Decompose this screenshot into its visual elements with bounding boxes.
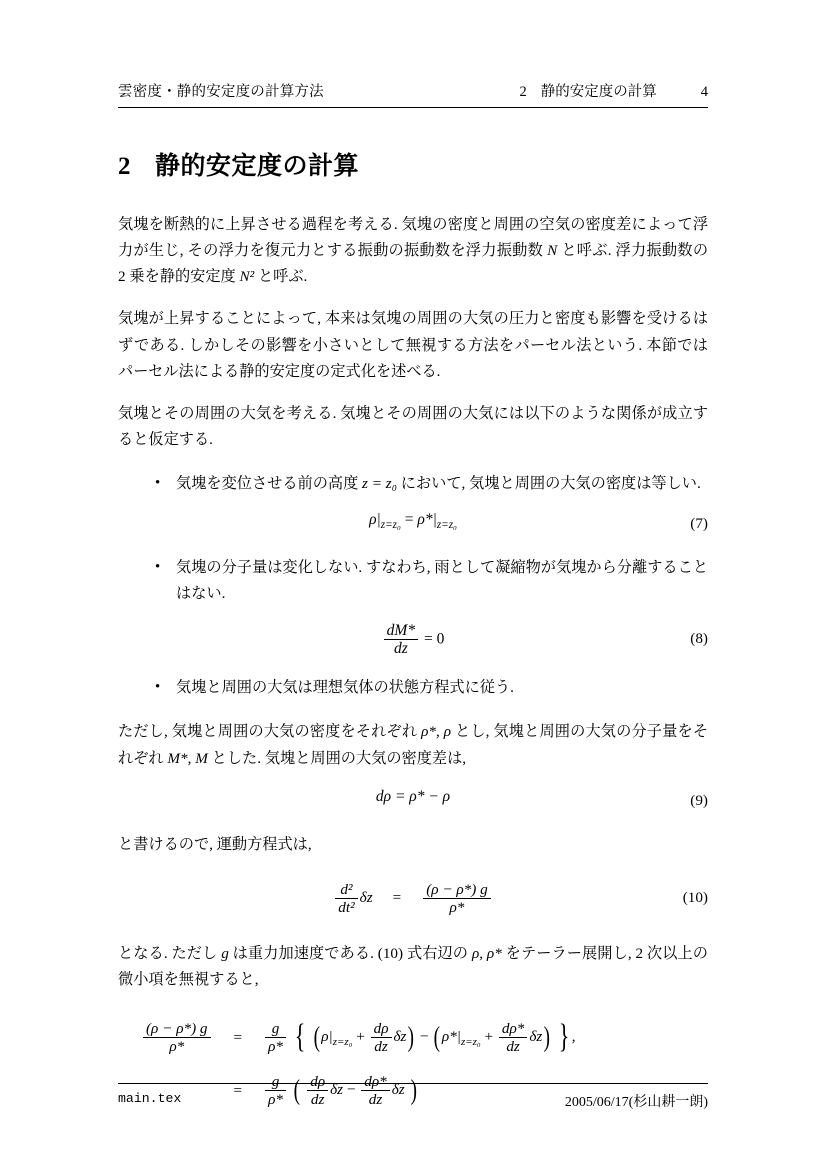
equation-7-lhs-sub: z=z₀ xyxy=(380,519,401,532)
footer-date-author: 2005/06/17(杉山耕一朗) xyxy=(564,1095,708,1110)
equation-8-row xyxy=(118,622,708,658)
equation-11-drho-dz-1 xyxy=(371,1020,392,1055)
left-paren-glyph-2: ( xyxy=(433,1021,441,1054)
symbol-g: g xyxy=(221,944,229,962)
equation-11-lhs-denominator: ρ* xyxy=(143,1037,211,1055)
list-item-text-a: 気塊の分子量は変化しない. すなわち, 雨として凝縮物が気塊から分離することはない. xyxy=(176,559,708,603)
section-heading-title: 静的安定度の計算 xyxy=(155,153,360,180)
equation-10-lhs-variable: δz xyxy=(359,888,373,906)
paragraph-1 xyxy=(118,212,708,290)
equation-11-plus: + xyxy=(356,1028,365,1046)
paragraph-1-part-b: と呼ぶ. 浮力振動数の 2 乗を静的安定度 xyxy=(118,242,709,286)
paragraph-5: と書けるので, 運動方程式は, xyxy=(118,835,312,853)
header-section-title: 静的安定度の計算 xyxy=(540,84,657,100)
equation-10-rhs xyxy=(417,874,497,923)
equation-10-relation: = xyxy=(392,889,402,907)
equation-10-tag: (10) xyxy=(682,889,708,907)
paragraph-3: 気塊とその周囲の大気を考える. 気塊とその周囲の大気には以下のような関係が成立すると仮定する. xyxy=(118,404,708,448)
right-paren-glyph-3: ) xyxy=(410,1074,417,1107)
equation-8-relation: = 0 xyxy=(423,629,445,647)
symbol-rho-pair: ρ, ρ* xyxy=(471,944,502,962)
paragraph-4 xyxy=(118,719,708,771)
running-header xyxy=(118,80,708,108)
equation-8-denominator: dz xyxy=(384,639,418,657)
equation-10-rhs-fraction xyxy=(423,881,491,916)
equation-11-plus-2: + xyxy=(484,1028,494,1046)
paragraph-1-part-a: 気塊を断熱的に上昇させる過程を考える. 気塊の密度と周囲の空気の密度差によって浮力が生じ, その浮力を復元力とする振動の振動数を浮力振動数 xyxy=(118,216,708,260)
equation-10-rhs-denominator: ρ* xyxy=(423,898,491,916)
symbol-M: M xyxy=(195,749,208,767)
equation-11-g-denominator-2: ρ* xyxy=(265,1090,286,1108)
equation-7-body xyxy=(118,511,708,531)
equation-11-delta-z-2: δz xyxy=(529,1028,543,1046)
page-footer xyxy=(118,1083,708,1111)
equation-11-comma: , xyxy=(571,1028,576,1046)
equation-11-lhs-fraction xyxy=(143,1020,211,1055)
equation-11-drho-den-1: dz xyxy=(371,1037,392,1055)
paragraph-6-part-a: となる. ただし xyxy=(118,944,222,962)
equation-11-minus: − xyxy=(419,1028,429,1046)
equation-8-numerator: dM* xyxy=(386,621,416,639)
paragraph-4-part-d: , xyxy=(187,749,196,767)
equation-11-inner-rho: ρ| xyxy=(321,1028,333,1046)
equation-11-delta-z-1: δz xyxy=(393,1028,407,1046)
symbol-N-squared: N² xyxy=(239,268,255,286)
paragraph-6-part-b: は重力加速度である. (10) 式右辺の xyxy=(228,944,472,962)
symbol-rho: ρ xyxy=(443,723,452,741)
paragraph-1-part-c: と呼ぶ. xyxy=(254,268,308,286)
equation-11-drhostar-num-1: dρ* xyxy=(501,1020,525,1038)
equation-11-drho-den-2: dz xyxy=(307,1090,328,1108)
assumption-list-3 xyxy=(118,675,708,701)
equation-10-lhs-fraction xyxy=(335,881,357,916)
footer-filename: main.tex xyxy=(118,1091,182,1106)
page-content xyxy=(118,80,708,1127)
paragraph-4-part-b: , xyxy=(436,723,444,741)
header-document-title: 雲密度・静的安定度の計算方法 xyxy=(118,84,324,100)
equation-11-g-denominator-1: ρ* xyxy=(265,1037,286,1055)
symbol-N: N xyxy=(547,242,558,260)
equation-11-drhostar-den-1: dz xyxy=(499,1037,527,1055)
equation-9-row xyxy=(118,788,708,814)
equation-10-row xyxy=(118,874,708,923)
paragraph-6-part-c: をテーラー展開し, 2 次以上の微小項を無視すると, xyxy=(118,944,708,988)
equation-11-line1-relation: = xyxy=(233,1028,243,1046)
paragraph-4-part-e: とした. 気塊と周囲の大気の密度差は, xyxy=(207,749,467,767)
equation-11-drhostar-den-2: dz xyxy=(361,1090,389,1108)
equation-9-tag: (9) xyxy=(690,791,708,809)
equation-10-body xyxy=(329,874,496,923)
right-paren-glyph-2: ) xyxy=(543,1021,551,1054)
list-item-text-b: において, 気塊と周囲の大気の密度は等しい. xyxy=(397,475,701,493)
list-item xyxy=(118,471,708,497)
equation-11-inner-rho-star-sub: z=z₀ xyxy=(460,1036,481,1049)
equation-9-body: dρ = ρ* − ρ xyxy=(375,787,451,805)
header-section-number: 2 xyxy=(519,84,527,100)
equation-7-tag: (7) xyxy=(690,515,708,533)
equation-10-lhs-denominator: dt² xyxy=(335,898,357,916)
paragraph-4-part-a: ただし, 気塊と周囲の大気の密度をそれぞれ xyxy=(118,723,422,741)
equation-11-delta-z-3: δz xyxy=(330,1081,344,1099)
list-item xyxy=(118,555,708,607)
left-paren-glyph-3: ( xyxy=(293,1074,300,1107)
equation-8-body xyxy=(118,622,708,658)
equation-11-inner-rho-star: ρ*| xyxy=(441,1028,461,1046)
equation-10-rhs-numerator: (ρ − ρ*) g xyxy=(426,880,488,898)
section-heading xyxy=(118,146,708,182)
right-brace-glyph: } xyxy=(558,1018,570,1056)
left-paren-glyph-1: ( xyxy=(313,1021,320,1054)
list-item-math: z = z₀ xyxy=(362,475,397,493)
equation-7-relation: = xyxy=(404,511,414,529)
right-paren-glyph-1: ) xyxy=(408,1021,415,1054)
assumption-list-2 xyxy=(118,555,708,607)
equation-11-drho-num-1: dρ xyxy=(373,1020,389,1038)
equation-10-lhs xyxy=(329,874,376,923)
equation-11-g-over-rho-star-1 xyxy=(265,1020,286,1055)
symbol-rho-star: ρ* xyxy=(421,723,437,741)
assumption-list xyxy=(118,471,708,497)
equation-11-line1-lhs xyxy=(138,1011,216,1064)
equation-10-lhs-numerator: d² xyxy=(340,880,353,898)
list-item-text-a: 気塊を変位させる前の高度 xyxy=(176,475,363,493)
equation-7-row xyxy=(118,511,708,537)
paragraph-6 xyxy=(118,941,708,993)
section-heading-number: 2 xyxy=(118,153,131,180)
symbol-M-star: M* xyxy=(167,749,188,767)
paragraph-2: 気塊が上昇することによって, 本来は気塊の周囲の大気の圧力と密度も影響を受けるはずである. しかしその影響を小さいとして無視する方法をパーセル法という. 本節ではパーセル法による静的安定度の定式化を述べる. xyxy=(118,310,708,380)
equation-11-drho-num-2: dρ xyxy=(310,1073,326,1091)
paragraph-4-part-c: とし, 気塊と周囲の大気の分子量をそれぞれ xyxy=(118,723,709,767)
header-right-group xyxy=(520,80,709,101)
equation-7-rhs-sub: z=z₀ xyxy=(436,519,457,532)
equation-11-g-numerator-2: g xyxy=(271,1073,280,1091)
left-brace-glyph: { xyxy=(294,1018,306,1056)
equation-11-line-1 xyxy=(138,1011,579,1064)
equation-11-delta-z-4: δz xyxy=(391,1081,405,1099)
equation-11-line2-relation: = xyxy=(233,1081,243,1099)
equation-11-minus-2: − xyxy=(346,1081,356,1099)
equation-7-rhs: ρ*| xyxy=(417,511,437,529)
list-item-text-a: 気塊と周囲の大気は理想気体の状態方程式に従う. xyxy=(176,679,514,697)
list-item xyxy=(118,675,708,701)
equation-8-tag: (8) xyxy=(690,630,708,648)
equation-8-fraction xyxy=(384,622,418,658)
equation-11-drhostar-num-2: dρ* xyxy=(364,1073,387,1091)
equation-11-lhs-numerator: (ρ − ρ*) g xyxy=(146,1020,208,1038)
equation-11-g-numerator-1: g xyxy=(271,1020,280,1038)
equation-11-inner-rho-sub: z=z₀ xyxy=(332,1036,353,1049)
header-page-number: 4 xyxy=(700,84,708,100)
equation-11-drhostar-dz-1 xyxy=(499,1020,527,1055)
equation-11-line1-rhs xyxy=(260,1011,578,1064)
equation-7-lhs: ρ| xyxy=(369,511,381,529)
